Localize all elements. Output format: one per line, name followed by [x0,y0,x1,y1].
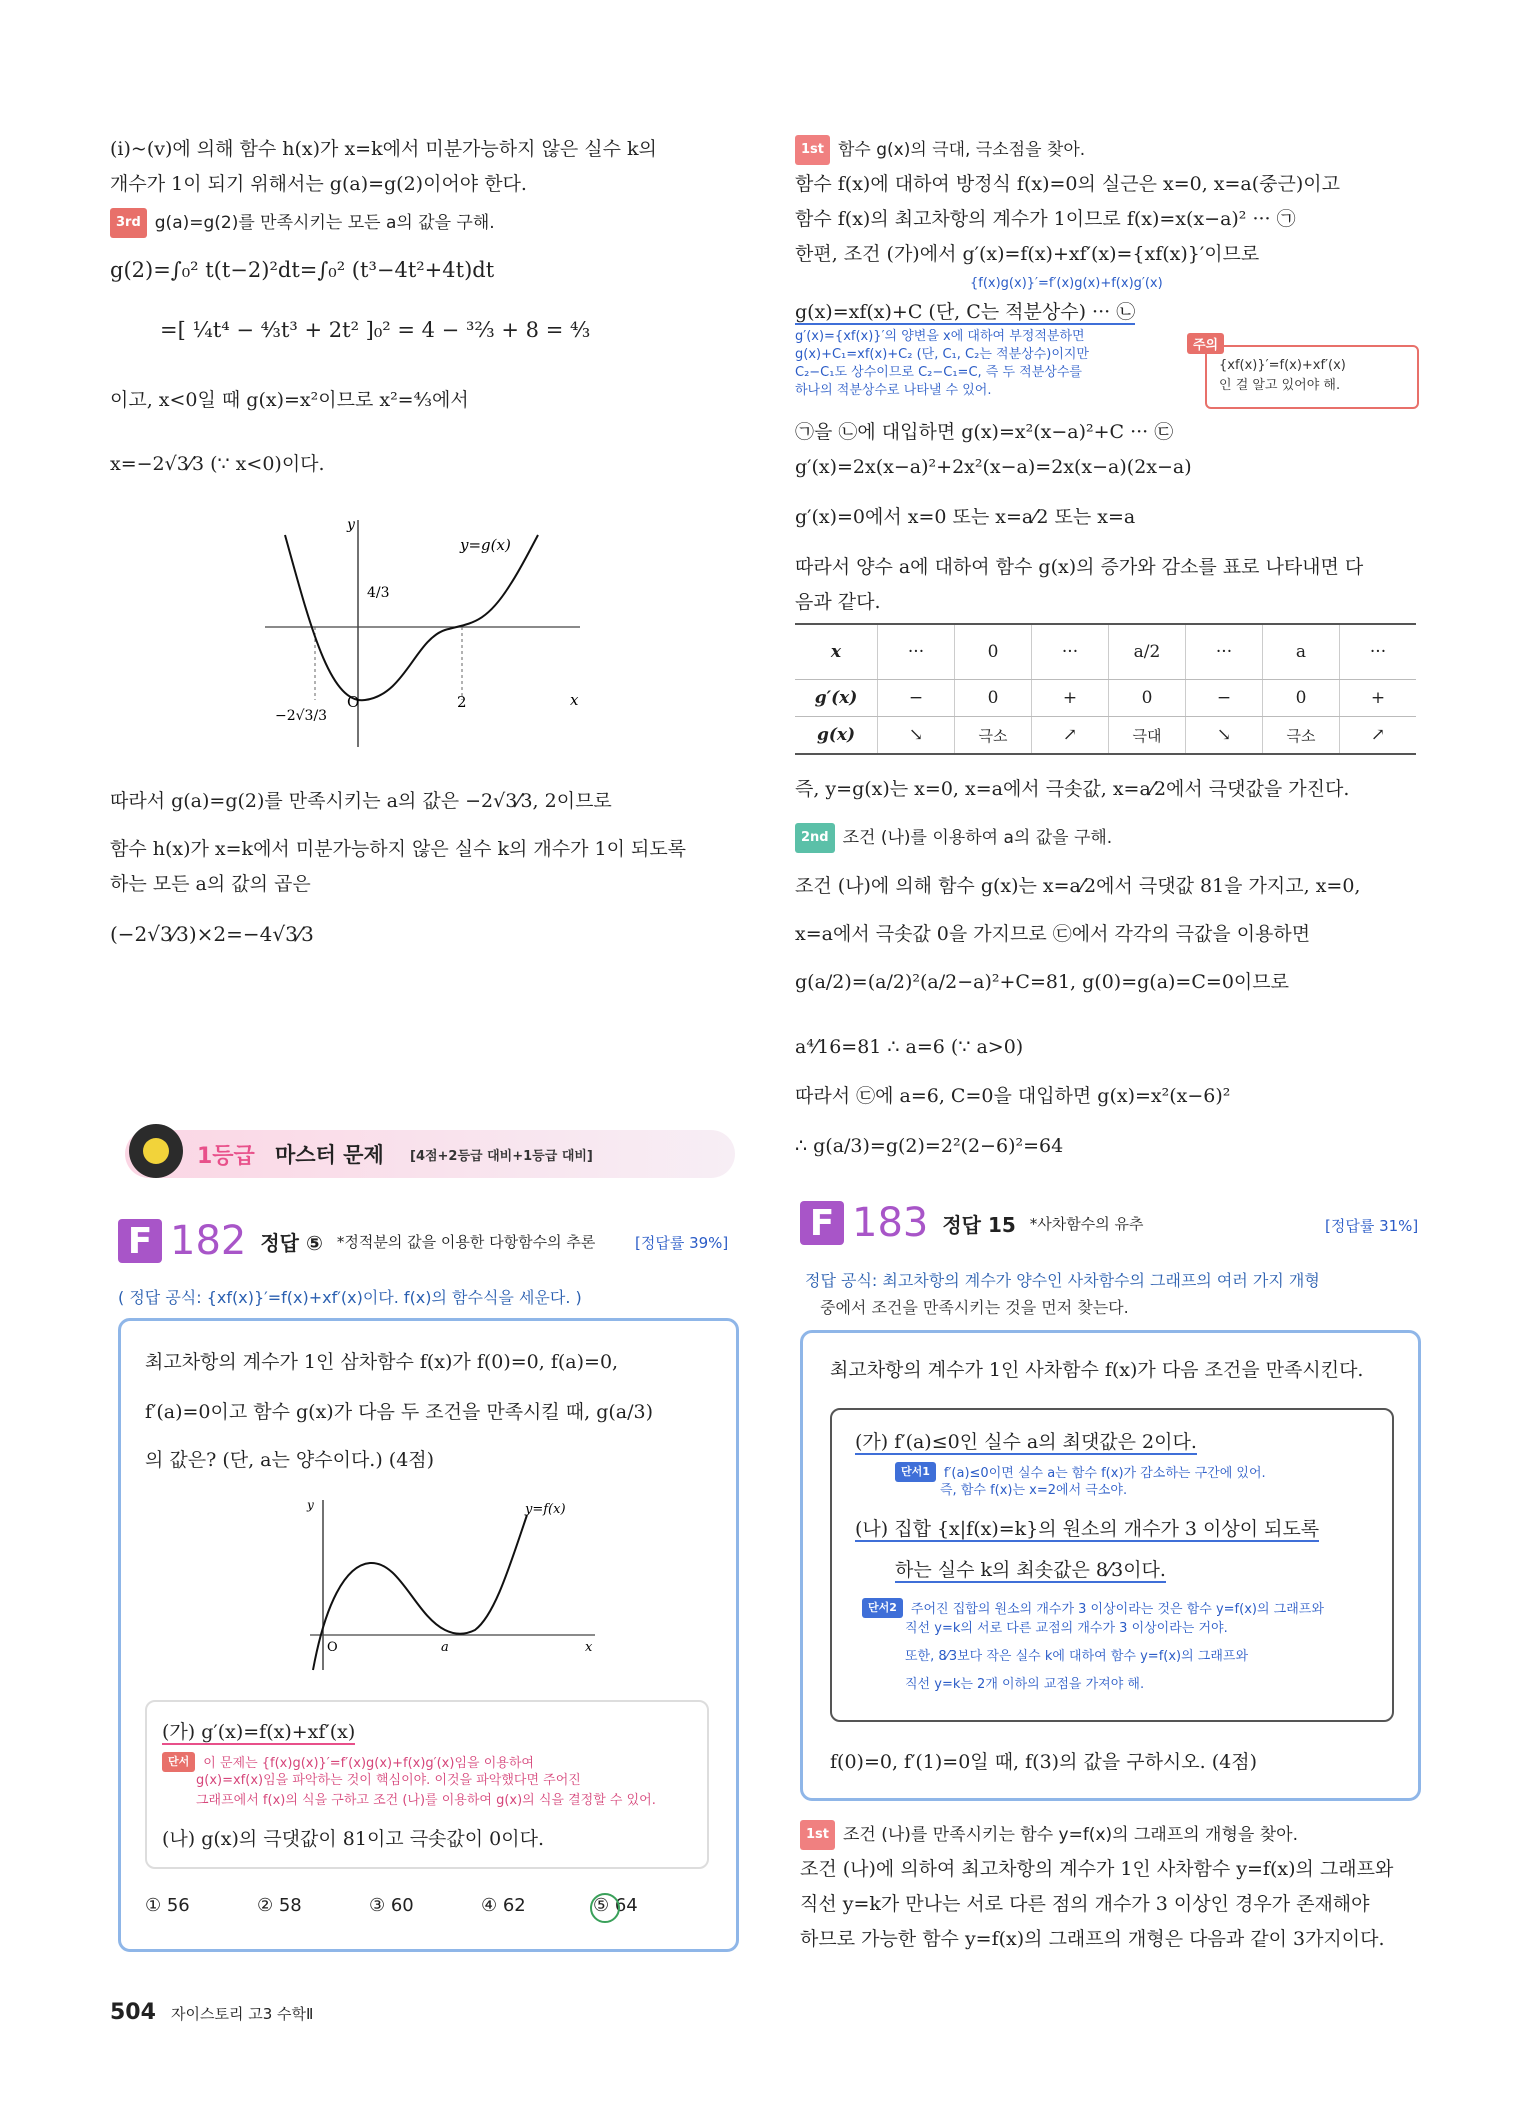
step1-heading [795,135,1085,165]
right-para-1: 함수 f(x)에 대하여 방정식 f(x)=0의 실근은 x=0, x=a(중근)이고 [795,173,1341,195]
prob183-hint2-d: 직선 y=k는 2개 이하의 교점을 가져야 해. [905,1677,1145,1692]
left-para-8: (−2√3⁄3)×2=−4√3⁄3 [110,922,314,946]
footer [110,2000,313,2025]
step3-badge: 3rd [110,208,147,238]
r2-6: 극소 [1263,717,1340,755]
prob183-hint1-b: 즉, 함수 f(x)는 x=2에서 극소야. [940,1483,1128,1498]
prob183-q1: 최고차항의 계수가 1인 사차함수 f(x)가 다음 조건을 만족시킨다. [830,1359,1364,1381]
r2-0: g(x) [795,717,878,755]
selected-choice-mark [590,1893,620,1923]
caution-badge: 주의 [1187,333,1224,354]
right-para-10: 즉, y=g(x)는 x=0, x=a에서 극솟값, x=a⁄2에서 극댓값을 가진다. [795,778,1350,800]
left-para-7: 하는 모든 a의 값의 곱은 [110,873,311,895]
fx-x-axis: x [585,1640,593,1655]
step2-heading [795,823,1112,853]
prob182-category: *정적분의 값을 이용한 다항함수의 추론 [336,1232,596,1251]
r1-5: − [1186,680,1263,717]
bomb-icon [129,1124,183,1178]
right-para-12: x=a에서 극솟값 0을 가지므로 ㉢에서 각각의 극값을 이용하면 [795,923,1311,945]
r1-2: 0 [955,680,1032,717]
prob183-category: *사차함수의 유추 [1029,1214,1144,1233]
choice-4[interactable]: ④ 62 [481,1895,526,1916]
prob182-q2: f′(a)=0이고 함수 g(x)가 다음 두 조건을 만족시킬 때, g(a/3) [145,1401,654,1423]
prob183-formula-1: 정답 공식: 최고차항의 계수가 양수인 사차함수의 그래프의 여러 가지 개형 [805,1271,1320,1290]
th-3: ··· [1032,624,1109,680]
prob183-hint2-b: 직선 y=k의 서로 다른 교점의 개수가 3 이상이라는 거야. [905,1621,1228,1636]
th-7: ··· [1340,624,1417,680]
prob182-q1: 최고차항의 계수가 1인 삼차함수 f(x)가 f(0)=0, f(a)=0, [145,1351,619,1373]
left-para-2: 개수가 1이 되기 위해서는 g(a)=g(2)이어야 한다. [110,173,527,195]
right-para-15: 따라서 ㉢에 a=6, C=0을 대입하면 g(x)=x²(x−6)² [795,1085,1231,1107]
prob182-choices [145,1895,705,1916]
r2-3: ↗ [1032,717,1109,755]
right-para-7: g′(x)=0에서 x=0 또는 x=a⁄2 또는 x=a [795,506,1136,528]
step3-heading [110,208,495,238]
caution-line-2: 인 걸 알고 있어야 해. [1219,378,1341,393]
right-para-4 [795,298,1135,326]
th-5: ··· [1186,624,1263,680]
step1b-title: 조건 (나)를 만족시키는 함수 y=f(x)의 그래프의 개형을 찾아. [843,1825,1298,1845]
choice-5[interactable]: ⑤ 64 [593,1895,638,1916]
gx-curve-label: y=g(x) [460,536,511,554]
right-para-3-text: 한편, 조건 (가)에서 g′(x)=f(x)+xf′(x)={xf(x)}′이므로 [795,243,1260,265]
prob183-formula-2: 중에서 조건을 만족시키는 것을 먼저 찾는다. [820,1298,1129,1317]
left-para-5: 따라서 g(a)=g(2)를 만족시키는 a의 값은 −2√3⁄3, 2이므로 [110,790,612,812]
fx-y-axis: y [307,1498,314,1512]
choice-1[interactable]: ① 56 [145,1895,190,1916]
step1-title: 함수 g(x)의 극대, 극소점을 찾아. [838,140,1086,160]
sign-table-row-derivative [795,680,1416,717]
right-para-13: g(a/2)=(a/2)²(a/2−a)²+C=81, g(0)=g(a)=C=0이므로 [795,971,1289,993]
right-para-4-note-4: 하나의 적분상수로 나타낼 수 있어. [795,383,992,398]
right-para-9: 음과 같다. [795,591,881,613]
prob183-cond-b2 [895,1556,1166,1584]
right-sol-3: 하므로 가능한 함수 y=f(x)의 그래프의 개형은 다음과 같이 3가지이다. [800,1928,1385,1950]
right-para-4-note-1: g′(x)={xf(x)}′의 양변을 x에 대하여 부정적분하면 [795,329,1085,344]
sign-table-row-function [795,717,1416,755]
footer-book: 자이스토리 고3 수학Ⅱ [171,2005,314,2023]
left-para-1: (ⅰ)~(ⅴ)에 의해 함수 h(x)가 x=k에서 미분가능하지 않은 실수 k의 [110,138,657,160]
r1-3: + [1032,680,1109,717]
prob183-hint1-a-text: f′(a)≤0이면 실수 a는 함수 f(x)가 감소하는 구간에 있어. [943,1466,1266,1481]
step1b-heading [800,1820,1298,1850]
step3-title: g(a)=g(2)를 만족시키는 모든 a의 값을 구해. [154,213,495,233]
prob182-hint-3: 그래프에서 f(x)의 식을 구하고 조건 (나)를 이용하여 g(x)의 식을 결정할 수 있어. [196,1793,656,1808]
r2-1: ↘ [878,717,955,755]
prob182-q3: 의 값은? (단, a는 양수이다.) (4점) [145,1449,435,1471]
prob182-number: 182 [170,1218,247,1264]
master-title-b: 마스터 문제 [275,1143,384,1167]
th-4: a/2 [1109,624,1186,680]
prob183-hint2-a-text: 주어진 집합의 원소의 개수가 3 이상이라는 것은 함수 y=f(x)의 그래프와 [910,1602,1324,1617]
prob182-cond-a [162,1718,355,1746]
prob182-cond-a-text: (가) g′(x)=f(x)+xf′(x) [162,1721,356,1743]
gx-level-label: 4/3 [367,585,390,601]
prob183-number: 183 [852,1200,929,1246]
gx-y-axis: y [347,517,355,533]
prob182-formula: ( 정답 공식: {xf(x)}′=f(x)+xf′(x)이다. f(x)의 함수식을 세운다. ) [118,1288,582,1307]
r1-6: 0 [1263,680,1340,717]
r2-5: ↘ [1186,717,1263,755]
left-para-6: 함수 h(x)가 x=k에서 미분가능하지 않은 실수 k의 개수가 1이 되도록 [110,838,687,860]
gx-pos-tick: 2 [457,693,467,711]
prob183-cond-b1 [855,1515,1319,1543]
r1-1: − [878,680,955,717]
right-para-3 [795,240,1259,268]
prob183-cond-a-text: (가) f′(a)≤0인 실수 a의 최댓값은 2이다. [855,1431,1197,1453]
step1-badge: 1st [795,135,830,165]
fx-a-tick: a [441,1640,449,1655]
th-0: x [795,624,878,680]
gx-x-axis: x [570,691,579,709]
prob183-answer: 정답 15 [942,1212,1016,1237]
prob182-hint-badge: 단서 [162,1752,195,1772]
right-para-8: 따라서 양수 a에 대하여 함수 g(x)의 증가와 감소를 표로 나타내면 다 [795,556,1364,578]
prob182-hint-2: g(x)=xf(x)임을 파악하는 것이 핵심이야. 이것을 파악했다면 주어진 [196,1773,581,1788]
r2-7: ↗ [1340,717,1417,755]
sign-table [795,623,1416,755]
fx-curve-label: y=f(x) [525,1502,566,1517]
r1-7: + [1340,680,1417,717]
right-sol-1: 조건 (나)에 의하여 최고차항의 계수가 1인 사차함수 y=f(x)의 그래프와 [800,1858,1394,1880]
right-para-6: g′(x)=2x(x−a)²+2x²(x−a)=2x(x−a)(2x−a) [795,456,1192,478]
prob183-cond-b1-text: (나) 집합 {x|f(x)=k}의 원소의 개수가 3 이상이 되도록 [855,1518,1320,1540]
gx-graph [255,515,595,755]
master-banner [125,1130,735,1178]
caution-box [1193,338,1419,409]
left-para-4: x=−2√3⁄3 (∵ x<0)이다. [110,453,325,475]
right-para-3-note: {f(x)g(x)}′=f′(x)g(x)+f(x)g′(x) [970,276,1163,291]
fx-graph [295,1495,605,1675]
prob183-cond-b2-text: 하는 실수 k의 최솟값은 8⁄3이다. [895,1559,1166,1581]
right-para-4-text: g(x)=xf(x)+C (단, C는 적분상수) ··· ㉡ [795,301,1136,323]
prob183-cond-a [855,1428,1197,1456]
integral-eq-2: =[ ¼t⁴ − ⁴⁄₃t³ + 2t² ]₀² = 4 − ³²⁄₃ + 8 = ⁴⁄₃ [160,318,591,342]
r2-2: 극소 [955,717,1032,755]
master-sub: [4점+2등급 대비+1등급 대비] [410,1149,593,1164]
step2-badge: 2nd [795,823,835,853]
prob183-hint2-badge: 단서2 [862,1598,903,1618]
prob183-letter: F [800,1201,844,1245]
prob182-header [118,1218,595,1264]
prob183-hint1-badge: 단서1 [895,1462,936,1482]
step1b-badge: 1st [800,1820,835,1850]
r1-4: 0 [1109,680,1186,717]
left-para-3: 이고, x<0일 때 g(x)=x²이므로 x²=⁴⁄₃에서 [110,389,469,411]
prob182-answer: 정답 ⑤ [260,1230,323,1255]
r2-4: 극대 [1109,717,1186,755]
footer-page: 504 [110,2000,156,2025]
prob183-header [800,1200,1144,1246]
right-para-4-note-2: g(x)+C₁=xf(x)+C₂ (단, C₁, C₂는 적분상수)이지만 [795,347,1089,362]
right-para-5: ㉠을 ㉡에 대입하면 g(x)=x²(x−a)²+C ··· ㉢ [795,421,1174,443]
caution-line-1: {xf(x)}′=f(x)+xf′(x) [1219,358,1346,373]
choice-2[interactable]: ② 58 [257,1895,302,1916]
prob182-hint-1 [162,1752,534,1773]
sign-table-head [795,624,1416,680]
th-1: ··· [878,624,955,680]
right-para-4-note-3: C₂−C₁도 상수이므로 C₂−C₁=C, 즉 두 적분상수를 [795,365,1082,380]
prob183-q2: f(0)=0, f′(1)=0일 때, f(3)의 값을 구하시오. (4점) [830,1751,1257,1773]
prob182-hint-1-text: 이 문제는 {f(x)g(x)}′=f′(x)g(x)+f(x)g′(x)임을 이용하여 [203,1756,534,1771]
prob182-cond-b: (나) g(x)의 극댓값이 81이고 극솟값이 0이다. [162,1828,544,1850]
right-para-2: 함수 f(x)의 최고차항의 계수가 1이므로 f(x)=x(x−a)² ··· ㉠ [795,208,1296,230]
right-para-11: 조건 (나)에 의해 함수 g(x)는 x=a⁄2에서 극댓값 81을 가지고, x=0, [795,875,1361,897]
right-sol-2: 직선 y=k가 만나는 서로 다른 점의 개수가 3 이상인 경우가 존재해야 [800,1893,1370,1915]
master-title-a: 1등급 [197,1144,255,1169]
gx-neg-tick: −2√3/3 [275,708,328,724]
prob182-letter: F [118,1219,162,1263]
th-6: a [1263,624,1340,680]
choice-3[interactable]: ③ 60 [369,1895,414,1916]
right-para-16: ∴ g(a/3)=g(2)=2²(2−6)²=64 [795,1135,1064,1157]
gx-origin: O [347,693,360,711]
th-2: 0 [955,624,1032,680]
r1-0: g′(x) [795,680,878,717]
fx-origin: O [327,1640,338,1655]
prob183-hint2-c: 또한, 8⁄3보다 작은 실수 k에 대하여 함수 y=f(x)의 그래프와 [905,1649,1249,1664]
integral-eq-1: g(2)=∫₀² t(t−2)²dt=∫₀² (t³−4t²+4t)dt [110,258,495,282]
right-para-14: a⁴⁄16=81 ∴ a=6 (∵ a>0) [795,1036,1024,1058]
step2-title: 조건 (나)를 이용하여 a의 값을 구해. [842,828,1113,848]
prob183-hint2-a [862,1598,1324,1619]
prob182-rate: [정답률 39%] [635,1234,729,1252]
prob183-rate: [정답률 31%] [1325,1217,1419,1235]
prob183-hint1-a [895,1462,1266,1483]
